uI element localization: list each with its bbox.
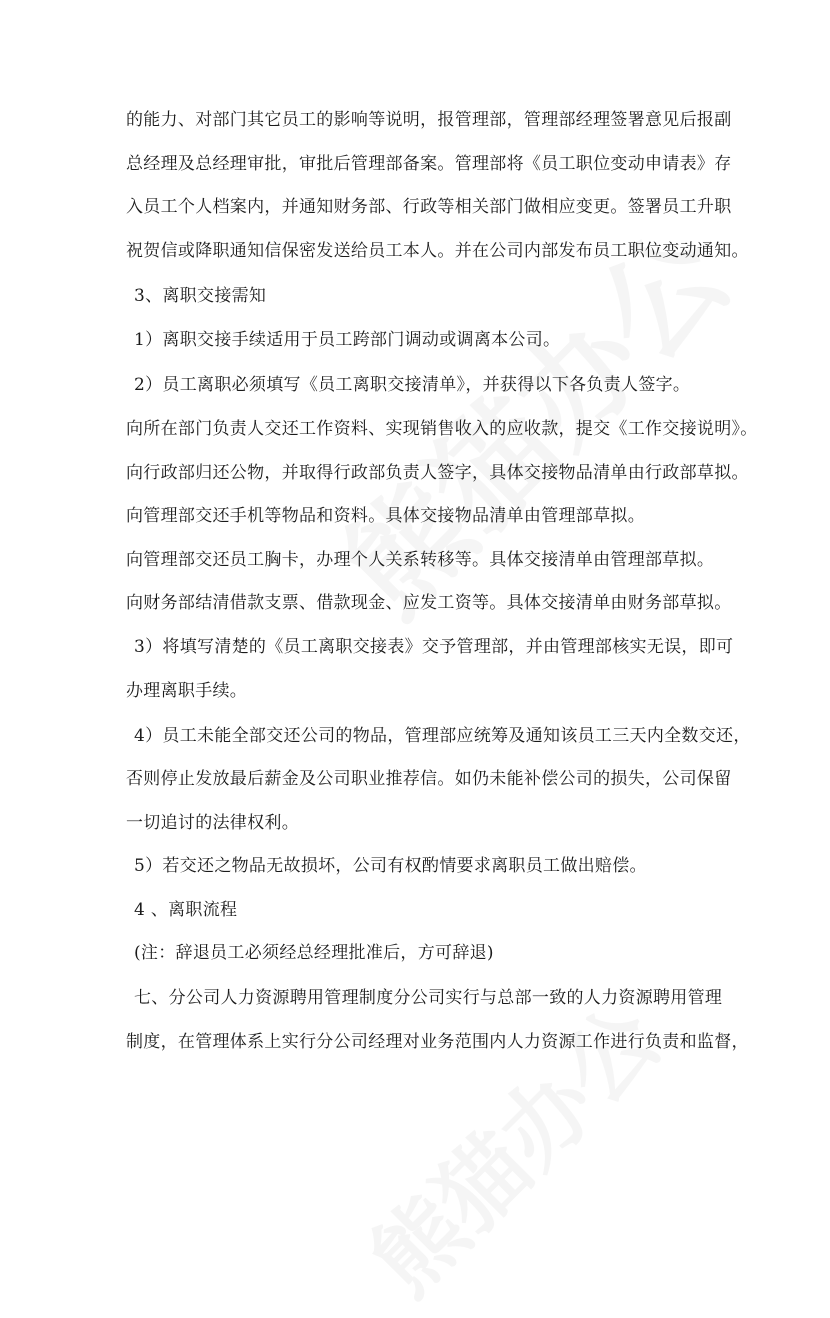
section-heading: 七、分公司人力资源聘用管理制度分公司实行与总部一致的人力资源聘用管理 [134,988,723,1008]
watermark [337,972,683,1318]
body-text-line: 向财务部结清借款支票、借款现金、应发工资等。具体交接清单由财务部草拟。 [126,593,732,613]
list-item: 4）员工未能全部交还公司的物品，管理部应统筹及通知该员工三天内全数交还， [134,726,751,746]
body-text-line: 向管理部交还手机等物品和资料。具体交接物品清单由管理部草拟。 [126,506,645,526]
list-item: 3）将填写清楚的《员工离职交接表》交予管理部，并由管理部核实无误，即可 [134,637,734,657]
body-text-line: 制度，在管理体系上实行分公司经理对业务范围内人力资源工作进行负责和监督， [126,1032,749,1052]
body-text-line: 一切追讨的法律权利。 [126,813,299,833]
body-text-line: 否则停止发放最后薪金及公司职业推荐信。如仍未能补偿公司的损失，公司保留 [126,769,732,789]
body-text-line: 向所在部门负责人交还工作资料、实现销售收入的应收款，提交《工作交接说明》。 [126,419,758,439]
section-heading: 4 、离职流程 [134,900,238,920]
body-text-line: 总经理及总经理审批，审批后管理部备案。管理部将《员工职位变动申请表》存 [126,154,732,174]
body-text-line: 向行政部归还公物，并取得行政部负责人签字，具体交接物品清单由行政部草拟。 [126,463,749,483]
list-item: 1）离职交接手续适用于员工跨部门调动或调离本公司。 [134,330,561,350]
body-text-line: 向管理部交还员工胸卡，办理个人关系转移等。具体交接清单由管理部草拟。 [126,550,715,570]
body-text-line: 办理离职手续。 [126,681,248,701]
section-heading: 3、离职交接需知 [134,286,267,306]
body-text-line: 的能力、对部门其它员工的影响等说明，报管理部，管理部经理签署意见后报副 [126,110,732,130]
list-item: 2）员工离职必须填写《员工离职交接清单》，并获得以下各负责人签字。 [134,375,691,395]
note-text: (注：辞退员工必须经总经理批准后，方可辞退) [134,943,494,963]
body-text-line: 入员工个人档案内，并通知财务部、行政等相关部门做相应变更。签署员工升职 [126,197,732,217]
list-item: 5）若交还之物品无故损坏，公司有权酌情要求离职员工做出赔偿。 [134,856,647,876]
body-text-line: 祝贺信或降职通知信保密发送给员工本人。并在公司内部发布员工职位变动通知。 [126,241,749,261]
